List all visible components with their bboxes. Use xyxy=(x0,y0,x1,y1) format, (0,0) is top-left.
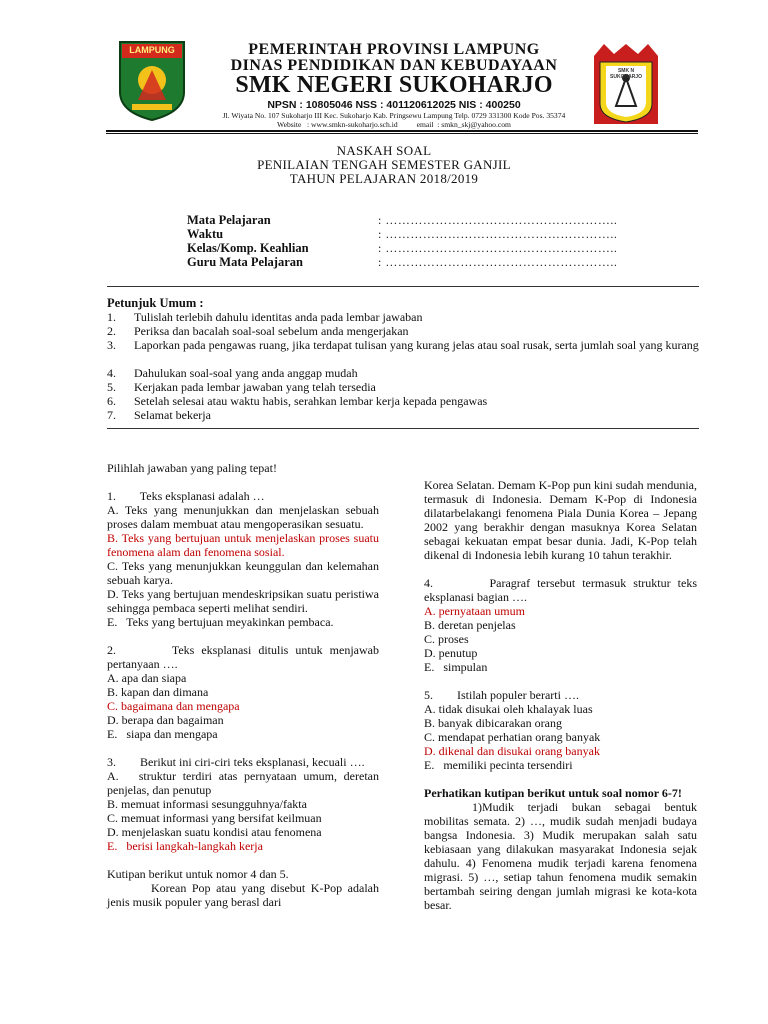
q4-stem: 4. Paragraf tersebut termasuk struktur teks eksplanasi bagian …. xyxy=(424,576,700,604)
info-value-kelas: : ……………………………………………….. xyxy=(378,241,618,255)
q4-option-a: A. pernyataan umum xyxy=(424,604,525,618)
left-column xyxy=(107,461,382,909)
q5-option-a: A. tidak disukai oleh khalayak luas xyxy=(424,702,593,716)
q2-option-b: B. kapan dan dimana xyxy=(107,685,209,699)
lampung-logo xyxy=(116,40,188,122)
q3-stem: 3. Berikut ini ciri-ciri teks eksplanasi, kecuali …. xyxy=(107,755,365,769)
q4-option-c: C. proses xyxy=(424,632,469,646)
q5-stem: 5. Istilah populer berarti …. xyxy=(424,688,579,702)
doc-subtitle: PENILAIAN TENGAH SEMESTER GANJIL xyxy=(257,157,511,172)
q4-option-d: D. penutup xyxy=(424,646,478,660)
info-label-kelas: Kelas/Komp. Keahlian xyxy=(187,241,309,255)
q5-option-c: C. mendapat perhatian orang banyak xyxy=(424,730,601,744)
info-value-waktu: : ……………………………………………….. xyxy=(378,227,618,241)
info-value-guru: : ……………………………………………….. xyxy=(378,255,618,269)
q1-option-a: A. Teks yang menunjukkan dan menjelaskan sebuah proses dalam membuat atau mengoperasikan sesuatu. xyxy=(107,503,379,531)
kutipan-text: Korean Pop atau yang disebut K-Pop adalah jenis musik populer yang berasl dari xyxy=(107,881,379,909)
info-label-guru: Guru Mata Pelajaran xyxy=(187,255,303,269)
mudik-paragraph: 1)Mudik terjadi bukan sebagai bentuk mobilitas semata. 2) …, mudik sudah menjadi budaya bangsa Indonesia. 3) Mudik merupakan salah satu kebiasaan yang dilakukan masyarakat Indonesia sejak dahulu. 4) Fenomena mudik terjadi karena fenomena migrasi. 5) …, setiap tahun fenomena mudik semakin bertambah seiring dengan jumlah migrasi ke kota-kota besar. xyxy=(424,800,697,912)
q1-stem: 1. Teks eksplanasi adalah … xyxy=(107,489,265,503)
header-line-2: DINAS PENDIDIKAN DAN KEBUDAYAAN xyxy=(230,57,558,74)
info-label-waktu: Waktu xyxy=(187,227,224,241)
q3-option-c: C. memuat informasi yang bersifat keilmuan xyxy=(107,811,322,825)
q2-option-c: C. bagaimana dan mengapa xyxy=(107,699,240,713)
q3-option-d: D. menjelaskan suatu kondisi atau fenomena xyxy=(107,825,322,839)
right-column xyxy=(424,478,700,912)
header-contact: Website : www.smkn-sukoharjo.sch.id email : smkn_skj@yahoo.com xyxy=(277,120,511,129)
doc-title: NASKAH SOAL xyxy=(336,143,432,158)
petunjuk-title: Petunjuk Umum : xyxy=(107,296,204,310)
q2-option-a: A. apa dan siapa xyxy=(107,671,187,685)
school-logo-text: SMK N SUKOHARJO xyxy=(610,68,642,80)
header-rule-thin xyxy=(106,133,698,134)
header-address: Jl. Wiyata No. 107 Sukoharjo III Kec. Sukoharjo Kab. Pringsewu Lampung Telp. 0729 331300 Kode Pos. 35374 xyxy=(222,111,566,120)
divider-bottom xyxy=(107,428,699,429)
q3-option-b: B. memuat informasi sesungguhnya/fakta xyxy=(107,797,307,811)
q4-option-b: B. deretan penjelas xyxy=(424,618,516,632)
school-logo xyxy=(592,42,660,126)
q5-option-e: E. memiliki pecinta tersendiri xyxy=(424,758,573,772)
q1-option-e: E. Teks yang bertujuan meyakinkan pembaca. xyxy=(107,615,334,629)
q3-option-a: A. struktur terdiri atas pernyataan umum, deretan penjelas, dan penutup xyxy=(107,769,382,797)
q2-option-d: D. berapa dan bagaiman xyxy=(107,713,224,727)
q5-option-d: D. dikenal dan disukai orang banyak xyxy=(424,744,600,758)
school-name: SMK NEGERI SUKOHARJO xyxy=(235,72,553,98)
q4-option-e: E. simpulan xyxy=(424,660,488,674)
q1-option-b: B. Teks yang bertujuan untuk menjelaskan proses suatu fenomena alam dan fenomena sosial. xyxy=(107,531,379,559)
q3-option-e: E. berisi langkah-langkah kerja xyxy=(107,839,263,853)
q2-stem: 2. Teks eksplanasi ditulis untuk menjawab pertanyaan …. xyxy=(107,643,382,671)
lampung-logo-text: LAMPUNG xyxy=(129,45,175,55)
kutipan-intro: Kutipan berikut untuk nomor 4 dan 5. xyxy=(107,867,289,881)
q1-option-d: D. Teks yang bertujuan mendeskripsikan suatu peristiwa sehingga pembaca seperti melihat sendiri. xyxy=(107,587,379,615)
info-value-mapel: : ……………………………………………….. xyxy=(378,213,618,227)
kutipan-continued: Korea Selatan. Demam K-Pop pun kini sudah mendunia, termasuk di Indonesia. Demam K-Pop di Indonesia dilatarbelakangi fenomena Piala Dunia Korea – Jepang 2002 yang berakhir dengan masuknya Korea Selatan sebagai kekuatan empat besar dunia. Jadi, K-Pop telah dikenal di Indonesia lebih kurang 10 tahun terakhir. xyxy=(424,478,697,562)
header-line-1: PEMERINTAH PROVINSI LAMPUNG xyxy=(248,41,540,58)
doc-year: TAHUN PELAJARAN 2018/2019 xyxy=(289,171,479,186)
q5-option-b: B. banyak dibicarakan orang xyxy=(424,716,562,730)
header-npsn: NPSN : 10805046 NSS : 401120612025 NIS : 400250 xyxy=(267,99,521,111)
perhatikan-heading: Perhatikan kutipan berikut untuk soal nomor 6-7! xyxy=(424,786,682,800)
instruction: Pilihlah jawaban yang paling tepat! xyxy=(107,461,277,475)
q2-option-e: E. siapa dan mengapa xyxy=(107,727,218,741)
header-rule-thick xyxy=(106,130,698,132)
info-label-mapel: Mata Pelajaran xyxy=(187,213,271,227)
q1-option-c: C. Teks yang menunjukkan keunggulan dan kelemahan sebuah karya. xyxy=(107,559,379,587)
divider-top xyxy=(107,286,699,287)
